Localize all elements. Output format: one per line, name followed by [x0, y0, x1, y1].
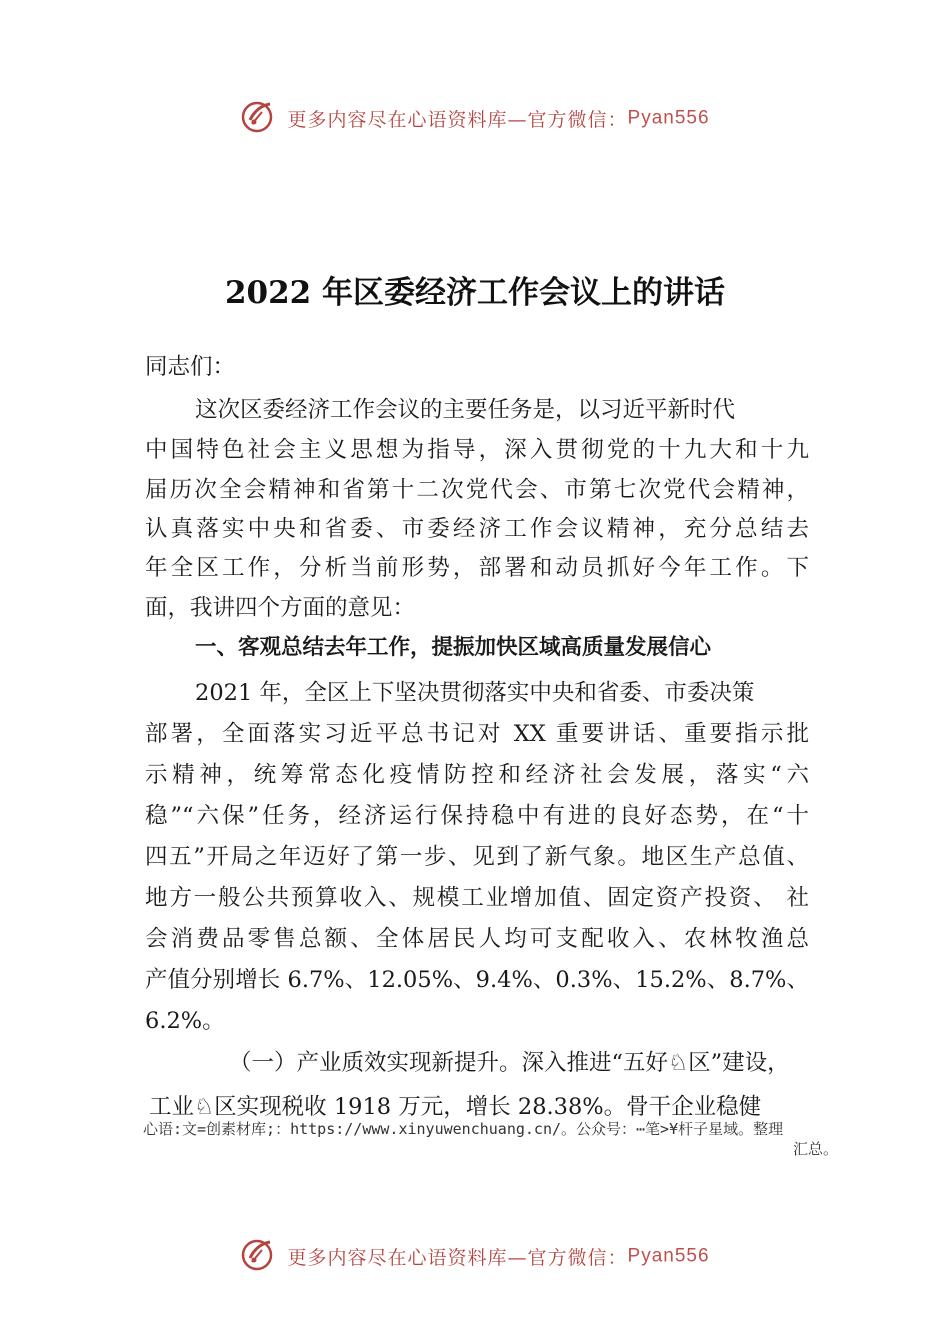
paragraph-line: 地方一般公共预算收入、规模工业增加值、固定资产投资、 社 [145, 885, 809, 911]
paragraph-line: 工业♘区实现税收 1918 万元，增长 28.38%。骨干企业稳健 [149, 1094, 762, 1120]
paragraph-line: 这次区委经济工作会议的主要任务是，以习近平新时代 [195, 397, 736, 423]
paragraph-line: 年全区工作，分析当前形势，部署和动员抓好今年工作。下 [145, 555, 809, 581]
xinyu-logo-icon [240, 1236, 276, 1277]
paragraph-line: 会消费品零售总额、全体居民人均可支配收入、农林牧渔总 [145, 926, 809, 952]
paragraph-line: 四五”开局之年迈好了第一步、见到了新气象。地区生产总值、 [145, 844, 809, 870]
paragraph-line: 产值分别增长 6.7%、12.05%、9.4%、0.3%、15.2%、8.7%、 [145, 967, 809, 993]
footer-banner [0, 1236, 950, 1277]
paragraph-line: 届历次全会精神和省第十二次党代会、市第七次党代会精神， [145, 477, 809, 503]
xinyu-logo-icon [240, 98, 276, 139]
document-title: 2022 年区委经济工作会议上的讲话 [224, 275, 726, 311]
header-banner [0, 98, 950, 139]
subsection-line: （一）产业质效实现新提升。深入推进“五好♘区”建设， [229, 1050, 790, 1076]
section-heading: 一、客观总结去年工作，提振加快区域高质量发展信心 [195, 635, 712, 660]
banner-text: 更多内容尽在心语资料库—官方微信： [287, 1247, 628, 1269]
paragraph-line: 部署，全面落实习近平总书记对 XX 重要讲话、重要指示批 [145, 721, 809, 747]
paragraph-line: 6.2%。 [145, 1008, 225, 1034]
banner-text: 更多内容尽在心语资料库—官方微信： [287, 109, 628, 131]
footer-note: 心语:文=创素材库;：https://www.xinyuwenchuang.cn/。公众号：⋯笔>¥杆子星域。整理 [143, 1120, 784, 1138]
paragraph-line: 稳”“六保”任务，经济运行保持稳中有进的良好态势，在“十 [145, 803, 809, 829]
paragraph-line: 面，我讲四个方面的意见： [145, 595, 416, 621]
paragraph-line: 认真落实中央和省委、市委经济工作会议精神，充分总结去 [145, 516, 809, 542]
paragraph-line: 2021 年，全区上下坚决贯彻落实中央和省委、市委决策 [195, 680, 755, 706]
paragraph-line: 中国特色社会主义思想为指导，深入贯彻党的十九大和十九 [145, 437, 809, 463]
paragraph-line: 示精神，统筹常态化疫情防控和经济社会发展，落实“六 [145, 762, 809, 788]
banner-wechat-id: Pyan556 [627, 1245, 710, 1267]
greeting: 同志们： [145, 354, 236, 380]
footer-note-end: 汇总。 [792, 1140, 838, 1158]
banner-wechat-id: Pyan556 [627, 107, 710, 129]
